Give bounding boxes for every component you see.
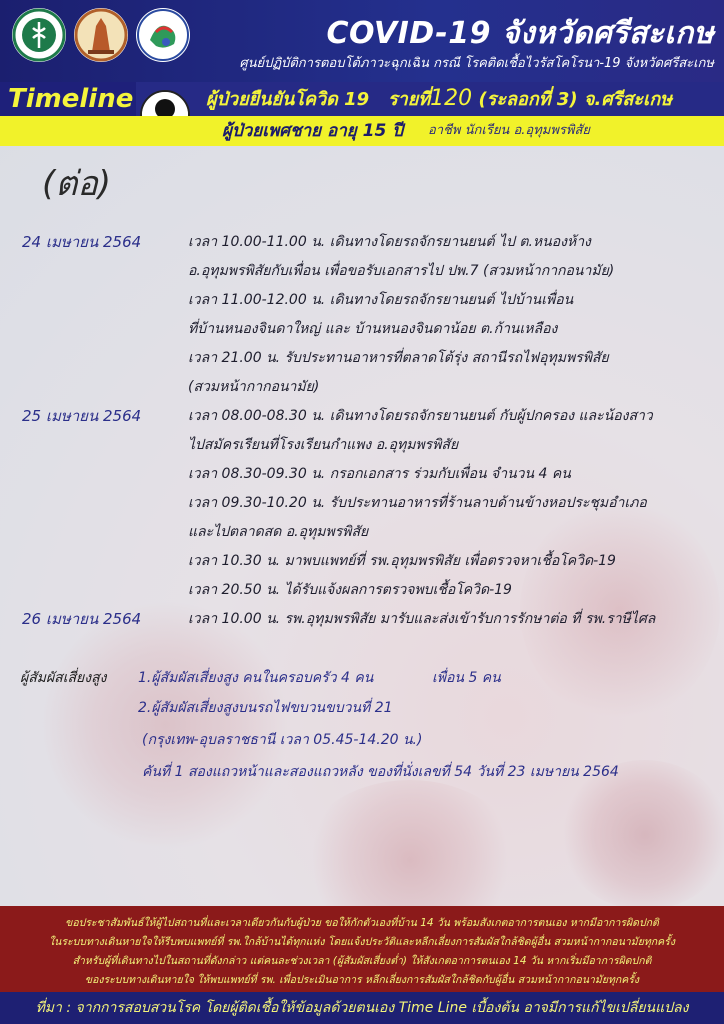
contact-item-1: 1.ผู้สัมผัสเสี่ยงสูง คนในครอบครัว 4 คน xyxy=(138,670,374,686)
timeline-list xyxy=(0,228,724,634)
timeline-row xyxy=(0,402,724,431)
timeline-row xyxy=(0,228,724,257)
timeline-text: เวลา 11.00-12.00 น. เดินทางโดยรถจักรยานยนต์ ไปบ้านเพื่อน xyxy=(188,292,574,308)
timeline-row xyxy=(0,373,724,402)
continued-label: (ต่อ) xyxy=(42,164,112,204)
contact-item-2-seat: คันที่ 1 สองแถวหน้าและสองแถวหลัง ของที่นั่งเลขที่ 54 วันที่ 23 เมษายน 2564 xyxy=(142,764,619,780)
advisory-line: ในระบบทางเดินหายใจให้รีบพบแพทย์ที่ รพ.ใกล้บ้านได้ทุกแห่ง โดยแจ้งประวัติและหลีกเลี่ยงการสัมผัสใกล้ชิดผู้อื่น สวมหน้ากากอนามัยทุกครั้ง xyxy=(49,936,675,948)
patient-prefix: ผู้ป่วยยืนยันโควิด 19 xyxy=(206,89,370,110)
patient-occupation: อาชีพ นักเรียน อ.อุทุมพรพิสัย xyxy=(428,123,591,138)
timeline-row xyxy=(0,489,724,518)
timeline-text: เวลา 10.00-11.00 น. เดินทางโดยรถจักรยานยนต์ ไป ต.หนองห้าง xyxy=(188,234,591,250)
contact-item-1-friends: เพื่อน 5 คน xyxy=(432,670,501,686)
source-note: ที่มา : จากการสอบสวนโรค โดยผู้ติดเชื้อให้ข้อมูลด้วยตนเอง Time Line เบื้องต้น อาจมีการแก้ไขเปลี่ยนแปลง xyxy=(0,992,724,1024)
timeline-row xyxy=(0,257,724,286)
provincial-logo-icon xyxy=(74,8,128,62)
timeline-row xyxy=(0,315,724,344)
contacts-label: ผู้สัมผัสเสี่ยงสูง xyxy=(20,670,107,686)
advisory-line: ขอประชาสัมพันธ์ให้ผู้ไปสถานที่และเวลาเดียวกันกับผู้ป่วย ขอให้กักตัวเองที่บ้าน 14 วัน พร้อมสังเกตอาการตนเอง หากมีอาการผิดปกติ xyxy=(65,917,659,929)
case-label: รายที่ xyxy=(387,89,431,110)
page-header xyxy=(0,0,724,82)
timeline-text: อ.อุทุมพรพิสัยกับเพื่อน เพื่อขอรับเอกสารไป ปพ.7 (สวมหน้ากากอนามัย) xyxy=(188,263,615,279)
timeline-text: ไปสมัครเรียนที่โรงเรียนกำแพง อ.อุทุมพรพิสัย xyxy=(188,437,459,453)
timeline-text: เวลา 08.30-09.30 น. กรอกเอกสาร ร่วมกับเพื่อน จำนวน 4 คน xyxy=(188,466,571,482)
patient-info-bar xyxy=(0,116,724,146)
timeline-band xyxy=(0,82,724,116)
timeline-row xyxy=(0,576,724,605)
timeline-text: ที่บ้านหนองจินดาใหญ่ และ บ้านหนองจินดาน้อย ต.ก้านเหลือง xyxy=(188,321,558,337)
timeline-text: เวลา 09.30-10.20 น. รับประทานอาหารที่ร้านลาบด้านข้างหอประชุมอำเภอ xyxy=(188,495,647,511)
timeline-text: (สวมหน้ากากอนามัย) xyxy=(188,379,320,395)
wave-label: (ระลอกที่ 3) xyxy=(478,89,578,110)
advisory-footer xyxy=(0,906,724,992)
timeline-row xyxy=(0,605,724,634)
timeline-label: Timeline xyxy=(0,82,136,116)
page-title: COVID-19 จังหวัดศรีสะเกษ xyxy=(326,16,714,51)
timeline-text: เวลา 20.50 น. ได้รับแจ้งผลการตรวจพบเชื้อโควิด-19 xyxy=(188,582,512,598)
advisory-line: สำหรับผู้ที่เดินทางไปในสถานที่ดังกล่าว แต่คนละช่วงเวลา (ผู้สัมผัสเสี่ยงต่ำ) ให้สังเกตอาการตนเอง 14 วัน หากเริ่มมีอาการผิดปกติ xyxy=(72,955,652,967)
advisory-line: ของระบบทางเดินหายใจ ให้พบแพทย์ที่ รพ. เพื่อประเมินอาการ หลีกเลี่ยงการสัมผัสใกล้ชิดกับผู้อื่น สวมหน้ากากอนามัยทุกครั้ง xyxy=(84,974,640,986)
timeline-row xyxy=(0,547,724,576)
timeline-row xyxy=(0,460,724,489)
case-heading xyxy=(206,82,672,116)
timeline-row xyxy=(0,344,724,373)
health-office-logo-icon xyxy=(136,8,190,62)
high-risk-contacts xyxy=(0,664,724,786)
page-subtitle: ศูนย์ปฏิบัติการตอบโต้ภาวะฉุกเฉิน กรณี โรคติดเชื้อไวรัสโคโรนา-19 จังหวัดศรีสะเกษ xyxy=(239,56,714,71)
case-number: 120 xyxy=(430,86,473,111)
province-label: จ.ศรีสะเกษ xyxy=(583,89,672,110)
timeline-date: 26 เมษายน 2564 xyxy=(22,610,142,628)
timeline-text: เวลา 10.00 น. รพ.อุทุมพรพิสัย มารับและส่งเข้ารับการรักษาต่อ ที่ รพ.ราษีไศล xyxy=(188,611,656,627)
contact-item-2-route: (กรุงเทพ-อุบลราชธานี เวลา 05.45-14.20 น.) xyxy=(142,732,423,748)
timeline-row xyxy=(0,286,724,315)
timeline-text: เวลา 08.00-08.30 น. เดินทางโดยรถจักรยานยนต์ กับผู้ปกครอง และน้องสาว xyxy=(188,408,653,424)
timeline-text: เวลา 21.00 น. รับประทานอาหารที่ตลาดโต้รุ่ง สถานีรถไฟอุทุมพรพิสัย xyxy=(188,350,609,366)
timeline-row xyxy=(0,518,724,547)
timeline-text: และไปตลาดสด อ.อุทุมพรพิสัย xyxy=(188,524,369,540)
timeline-date: 24 เมษายน 2564 xyxy=(22,233,142,251)
timeline-text: เวลา 10.30 น. มาพบแพทย์ที่ รพ.อุทุมพรพิสัย เพื่อตรวจหาเชื้อโควิด-19 xyxy=(188,553,616,569)
contact-item-2: 2.ผู้สัมผัสเสี่ยงสูงบนรถไฟขบวนขบวนที่ 21 xyxy=(138,700,393,716)
timeline-date: 25 เมษายน 2564 xyxy=(22,407,142,425)
ministry-logo-icon xyxy=(12,8,66,62)
timeline-row xyxy=(0,431,724,460)
patient-description: ผู้ป่วยเพศชาย อายุ 15 ปี xyxy=(222,121,404,141)
